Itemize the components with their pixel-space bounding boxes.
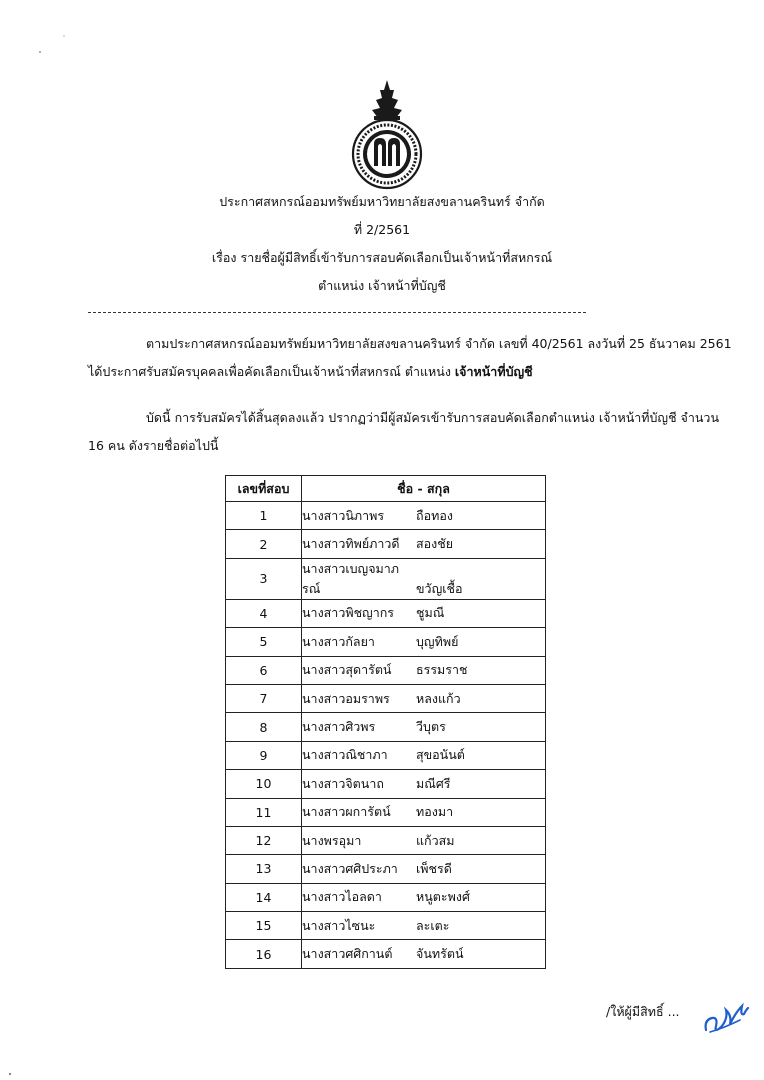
last-name: แก้วสม [416, 832, 455, 848]
full-name-cell [302, 798, 546, 826]
last-name: สองชัย [416, 536, 454, 552]
first-name: นางสาวจิตนาถ [302, 775, 384, 791]
announcement-position: ตำแหน่ง เจ้าหน้าที่บัญชี [318, 278, 446, 293]
last-name: หลงแก้ว [416, 690, 461, 706]
table-row [226, 502, 546, 530]
dashed-divider [88, 312, 586, 313]
last-name: มณีศรี [416, 775, 451, 791]
paragraph-2-line-1: บัดนี้ การรับสมัครได้สิ้นสุดลงแล้ว ปรากฏว่ามีผู้สมัครเข้ารับการสอบคัดเลือกตำแหน่ง เจ้าหน้าที่บัญชี จำนวน [146, 410, 719, 425]
first-name: นางสาวศศิกานต์ [302, 946, 393, 962]
full-name-cell [302, 558, 546, 599]
exam-number-cell: 8 [226, 713, 302, 741]
table-row [226, 912, 546, 940]
exam-number-cell: 4 [226, 599, 302, 627]
candidate-table [225, 475, 546, 969]
cooperative-emblem-icon [346, 78, 428, 190]
exam-number-cell: 14 [226, 883, 302, 911]
exam-number-cell: 9 [226, 741, 302, 769]
table-row [226, 741, 546, 769]
announcement-subject: เรื่อง รายชื่อผู้มีสิทธิ์เข้ารับการสอบคัดเลือกเป็นเจ้าหน้าที่สหกรณ์ [211, 250, 553, 265]
full-name-cell [302, 656, 546, 684]
table-row [226, 684, 546, 712]
full-name-cell [302, 940, 546, 968]
first-name: นางสาวผการัตน์ [302, 804, 391, 820]
full-name-cell [302, 770, 546, 798]
table-row [226, 656, 546, 684]
full-name-cell [302, 599, 546, 627]
full-name-cell [302, 855, 546, 883]
full-name-cell [302, 530, 546, 558]
table-row [226, 599, 546, 627]
column-header-exam-number: เลขที่สอบ [226, 476, 302, 502]
full-name-cell [302, 912, 546, 940]
exam-number-cell: 2 [226, 530, 302, 558]
continued-footer: /ให้ผู้มีสิทธิ์ ... [606, 1004, 680, 1019]
last-name: บุญทิพย์ [416, 633, 459, 649]
exam-number-cell: 1 [226, 502, 302, 530]
last-name: ละเตะ [416, 917, 450, 933]
last-name: ธรรมราช [416, 662, 468, 678]
exam-number-cell: 6 [226, 656, 302, 684]
table-row [226, 770, 546, 798]
last-name: เพ็ชรดี [416, 860, 452, 876]
column-header-full-name: ชื่อ - สกุล [302, 476, 546, 502]
last-name: ถือทอง [416, 507, 453, 523]
full-name-cell [302, 502, 546, 530]
full-name-cell [302, 684, 546, 712]
table-row [226, 883, 546, 911]
first-name: นางสาวอมราพร [302, 690, 390, 706]
position-name-bold: เจ้าหน้าที่บัญชี [454, 364, 533, 379]
full-name-cell [302, 713, 546, 741]
exam-number-cell: 3 [226, 558, 302, 599]
table-row [226, 826, 546, 854]
last-name: จันทรัตน์ [416, 946, 464, 962]
table-header-row [226, 476, 546, 502]
last-name: วีบุตร [416, 719, 446, 735]
first-name: นางสาวไซนะ [302, 917, 376, 933]
table-row [226, 855, 546, 883]
last-name: ชูมณี [416, 605, 445, 621]
table-row [226, 798, 546, 826]
first-name: นางสาวนิภาพร [302, 507, 385, 523]
last-name: หนูตะพงศ์ [416, 889, 470, 905]
signature-mark-icon [700, 990, 750, 1038]
first-name: นางสาวกัลยา [302, 633, 375, 649]
full-name-cell [302, 826, 546, 854]
first-name: นางสาวไอลดา [302, 889, 382, 905]
exam-number-cell: 16 [226, 940, 302, 968]
full-name-cell [302, 628, 546, 656]
first-name: นางสาวศิวพร [302, 719, 376, 735]
paragraph-2-line-2: 16 คน ดังรายชื่อต่อไปนี้ [88, 438, 219, 453]
first-name: นางพรอุมา [302, 832, 362, 848]
exam-number-cell: 5 [226, 628, 302, 656]
first-name: นางสาวพิชญากร [302, 605, 395, 621]
first-name: นางสาวเบญจมาภรณ์ [302, 560, 400, 596]
first-name: นางสาวทิพย์ภาวดี [302, 536, 400, 552]
table-row [226, 628, 546, 656]
candidate-table-body [226, 502, 546, 969]
paragraph-1-line-1: ตามประกาศสหกรณ์ออมทรัพย์มหาวิทยาลัยสงขลานครินทร์ จำกัด เลขที่ 40/2561 ลงวันที่ 25 ธันวาคม 2561 [146, 336, 732, 351]
last-name: สุขอนันต์ [416, 747, 465, 763]
table-row [226, 940, 546, 968]
table-row [226, 713, 546, 741]
exam-number-cell: 13 [226, 855, 302, 883]
exam-number-cell: 15 [226, 912, 302, 940]
last-name: ขวัญเชื้อ [416, 580, 463, 596]
first-name: นางสาวณิชาภา [302, 747, 388, 763]
full-name-cell [302, 741, 546, 769]
table-row [226, 558, 546, 599]
announcement-number: ที่ 2/2561 [353, 222, 411, 237]
exam-number-cell: 10 [226, 770, 302, 798]
exam-number-cell: 11 [226, 798, 302, 826]
paragraph-1-line-2 [88, 364, 533, 380]
announcement-org-title: ประกาศสหกรณ์ออมทรัพย์มหาวิทยาลัยสงขลานครินทร์ จำกัด [219, 194, 545, 209]
paragraph-1-text: ได้ประกาศรับสมัครบุคคลเพื่อคัดเลือกเป็นเจ้าหน้าที่สหกรณ์ ตำแหน่ง [88, 364, 455, 379]
last-name: ทองมา [416, 804, 454, 820]
first-name: นางสาวศศิประภา [302, 860, 398, 876]
full-name-cell [302, 883, 546, 911]
first-name: นางสาวสุดารัตน์ [302, 662, 392, 678]
exam-number-cell: 7 [226, 684, 302, 712]
table-row [226, 530, 546, 558]
exam-number-cell: 12 [226, 826, 302, 854]
